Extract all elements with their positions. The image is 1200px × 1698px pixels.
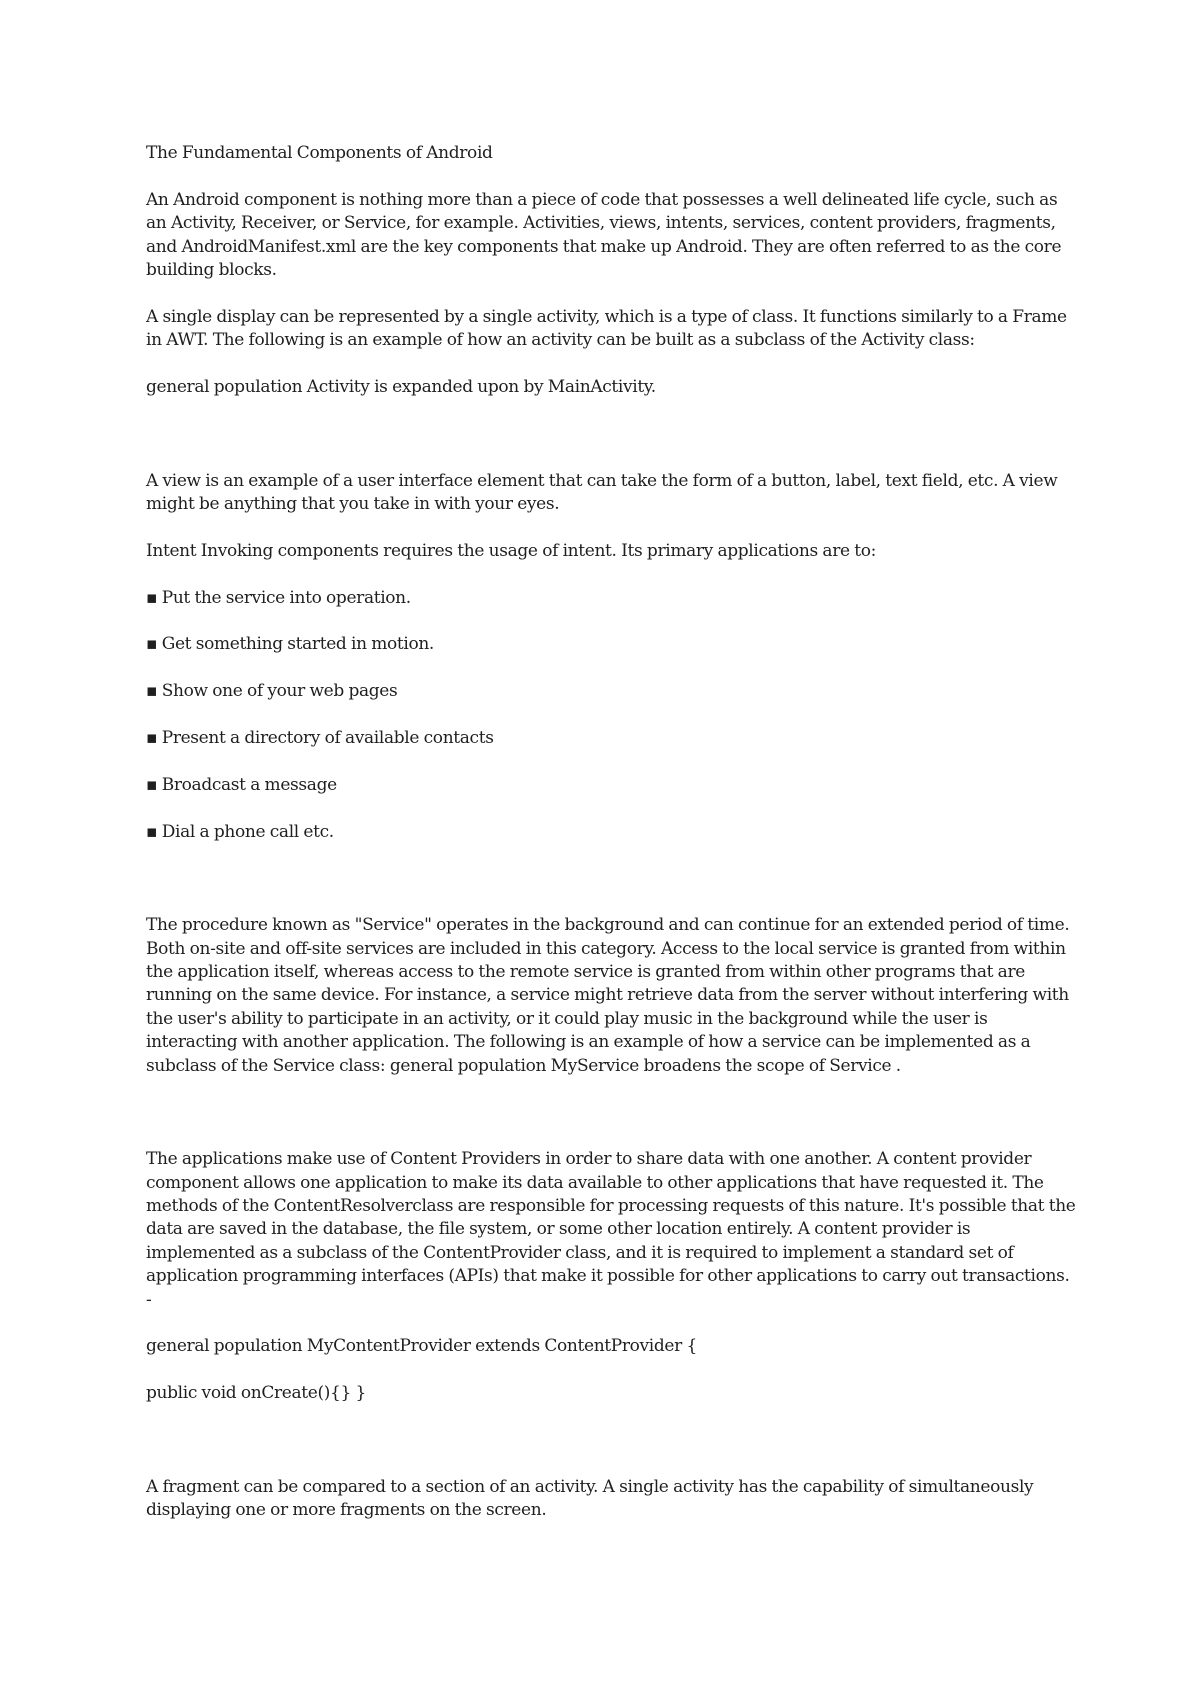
content-provider-code-line-1: general population MyContentProvider extends ContentProvider {	[146, 1336, 697, 1357]
content-provider-code-line-2: public void onCreate(){} }	[146, 1383, 366, 1404]
document-title: The Fundamental Components of Android	[146, 143, 493, 163]
spacer	[146, 867, 1076, 914]
content-provider-dash: -	[146, 1289, 152, 1310]
activity-code-line: general population Activity is expanded upon by MainActivity.	[146, 377, 656, 398]
spacer	[146, 1429, 1076, 1476]
intent-bullet-list	[146, 587, 1076, 844]
list-item: ▪ Present a directory of available contacts	[146, 728, 494, 748]
intro-paragraph: An Android component is nothing more than a piece of code that possesses a well delineated life cycle, such as an Activity, Receiver, or Service, for example. Activities, views, intents, services, content providers, fragments, and AndroidManifest.xml are the key components that make up Android. They are often referred to as the core building blocks.	[146, 189, 1062, 281]
list-item: ▪ Get something started in motion.	[146, 634, 434, 655]
activity-paragraph: A single display can be represented by a single activity, which is a type of class. It functions similarly to a Frame in AWT. The following is an example of how an activity can be built as a subclass of the Activity class:	[146, 306, 1067, 351]
service-paragraph: The procedure known as "Service" operates in the background and can continue for an extended period of time. Both on-site and off-site services are included in this category. Access to the local service is granted from within the application itself, whereas access to the remote service is granted from within other programs that are running on the same device. For instance, a service might retrieve data from the server without interfering with the user's ability to participate in an activity, or it could play music in the background while the user is interacting with another application. The following is an example of how a service can be implemented as a subclass of the Service class: general population MyService broadens the scope of Service .	[146, 915, 1070, 1076]
list-item: ▪ Dial a phone call etc.	[146, 821, 334, 842]
intent-paragraph: Intent Invoking components requires the usage of intent. Its primary applications are to:	[146, 540, 876, 561]
spacer	[146, 1101, 1076, 1148]
fragment-paragraph: A fragment can be compared to a section of an activity. A single activity has the capability of simultaneously displaying one or more fragments on the screen.	[146, 1476, 1034, 1521]
content-provider-paragraph: The applications make use of Content Providers in order to share data with one another. A content provider component allows one application to make its data available to other applications that have requested it. The methods of the ContentResolverclass are responsible for processing requests of this nature. It's possible that the data are saved in the database, the file system, or some other location entirely. A content provider is implemented as a subclass of the ContentProvider class, and it is required to implement a standard set of application programming interfaces (APIs) that make it possible for other applications to carry out transactions.	[146, 1149, 1076, 1287]
spacer	[146, 423, 1076, 470]
list-item: ▪ Put the service into operation.	[146, 587, 411, 608]
list-item: ▪ Show one of your web pages	[146, 681, 398, 702]
view-paragraph: A view is an example of a user interface element that can take the form of a button, label, text field, etc. A view might be anything that you take in with your eyes.	[146, 470, 1058, 515]
list-item: ▪ Broadcast a message	[146, 774, 337, 795]
document-page	[146, 142, 1076, 1546]
